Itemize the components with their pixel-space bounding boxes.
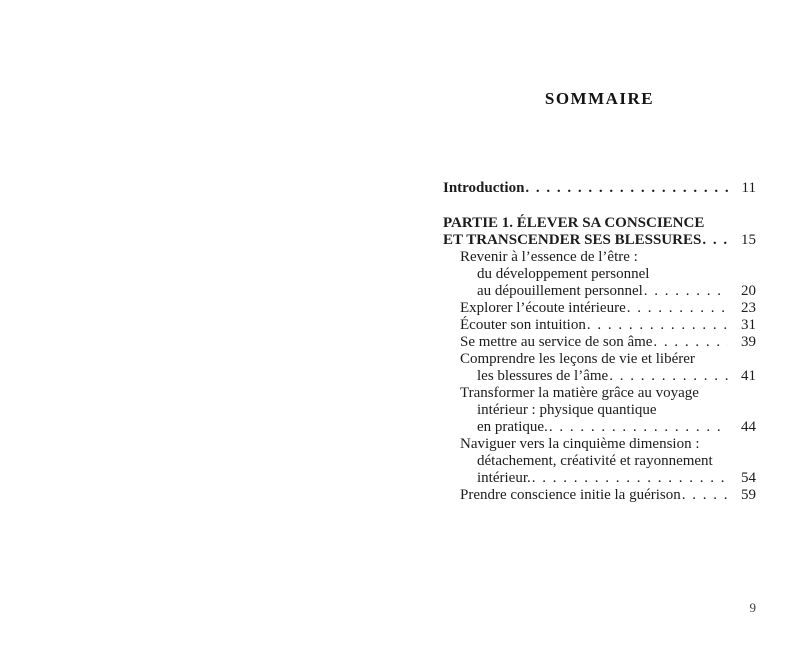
toc-entry-label: en pratique. xyxy=(477,419,548,435)
toc-entry-label: du développement personnel xyxy=(477,266,650,282)
toc-page-number: 44 xyxy=(741,419,756,435)
toc-entry-label: Transformer la matière grâce au voyage xyxy=(460,385,699,401)
toc-entry-label: Écouter son intuition xyxy=(460,317,586,333)
toc-entry-line xyxy=(443,487,756,504)
toc-entry-line xyxy=(443,334,756,351)
dot-leader xyxy=(609,368,728,385)
toc-entry-label: Revenir à l’essence de l’être : xyxy=(460,249,638,265)
toc-page-number: 31 xyxy=(741,317,756,333)
toc-entry-line xyxy=(443,470,756,487)
dot-leader xyxy=(587,317,728,334)
dot-leader xyxy=(525,180,728,197)
toc-entry xyxy=(443,334,756,351)
toc-entry-label: détachement, créativité et rayonnement xyxy=(477,453,713,469)
page-title: SOMMAIRE xyxy=(544,89,655,108)
toc-page-number: 23 xyxy=(741,300,756,316)
toc-entry-line xyxy=(443,215,756,232)
toc-entry xyxy=(443,300,756,317)
toc-entry xyxy=(443,215,756,249)
dot-leader xyxy=(549,419,728,436)
toc-entry-label: Comprendre les leçons de vie et libérer xyxy=(460,351,695,367)
dot-leader xyxy=(627,300,728,317)
toc-entry xyxy=(443,317,756,334)
toc-entry-line xyxy=(443,266,756,283)
toc-entry xyxy=(443,436,756,487)
toc-entry-line xyxy=(443,317,756,334)
toc-entry-line xyxy=(443,436,756,453)
toc-entry xyxy=(443,487,756,504)
toc-entry-line xyxy=(443,402,756,419)
toc-entry-label: Se mettre au service de son âme xyxy=(460,334,653,350)
toc-page-number: 41 xyxy=(741,368,756,384)
toc-entry-line xyxy=(443,351,756,368)
toc-entry-label: intérieur : physique quantique xyxy=(477,402,657,418)
toc-entry-label: Prendre conscience initie la guérison xyxy=(460,487,681,503)
toc-entry-label: ET TRANSCENDER SES BLESSURES xyxy=(443,232,702,248)
dot-leader xyxy=(702,232,728,249)
toc-entry-label: PARTIE 1. ÉLEVER SA CONSCIENCE xyxy=(443,215,705,231)
toc-entry xyxy=(443,385,756,436)
toc-entry-label: les blessures de l’âme xyxy=(477,368,609,384)
toc-entry-line xyxy=(443,249,756,266)
toc-entry-line xyxy=(443,232,756,249)
dot-leader xyxy=(653,334,728,351)
page-number: 9 xyxy=(749,600,756,615)
toc-entry xyxy=(443,249,756,300)
toc-entry-label: Naviguer vers la cinquième dimension : xyxy=(460,436,700,452)
toc-page-number: 54 xyxy=(741,470,756,486)
toc-entry xyxy=(443,180,756,197)
toc-entry xyxy=(443,351,756,385)
toc-entry-line xyxy=(443,283,756,300)
dot-leader xyxy=(532,470,728,487)
toc-entry-line xyxy=(443,300,756,317)
dot-leader xyxy=(682,487,728,504)
toc-entry-label: Explorer l’écoute intérieure xyxy=(460,300,626,316)
toc-page-number: 39 xyxy=(741,334,756,350)
toc-entry-line xyxy=(443,180,756,197)
content-column xyxy=(443,0,756,647)
toc-page-number: 11 xyxy=(741,180,756,196)
dot-leader xyxy=(644,283,728,300)
toc-entry-line xyxy=(443,419,756,436)
table-of-contents xyxy=(443,180,756,504)
toc-entry-line xyxy=(443,368,756,385)
toc-entry-line xyxy=(443,453,756,470)
toc-page-number: 15 xyxy=(741,232,756,248)
toc-page-number: 20 xyxy=(741,283,756,299)
toc-page-number: 59 xyxy=(741,487,756,503)
toc-entry-label: Introduction xyxy=(443,180,525,196)
toc-entry-label: au dépouillement personnel xyxy=(477,283,643,299)
toc-entry-label: intérieur. xyxy=(477,470,531,486)
toc-entry-line xyxy=(443,385,756,402)
